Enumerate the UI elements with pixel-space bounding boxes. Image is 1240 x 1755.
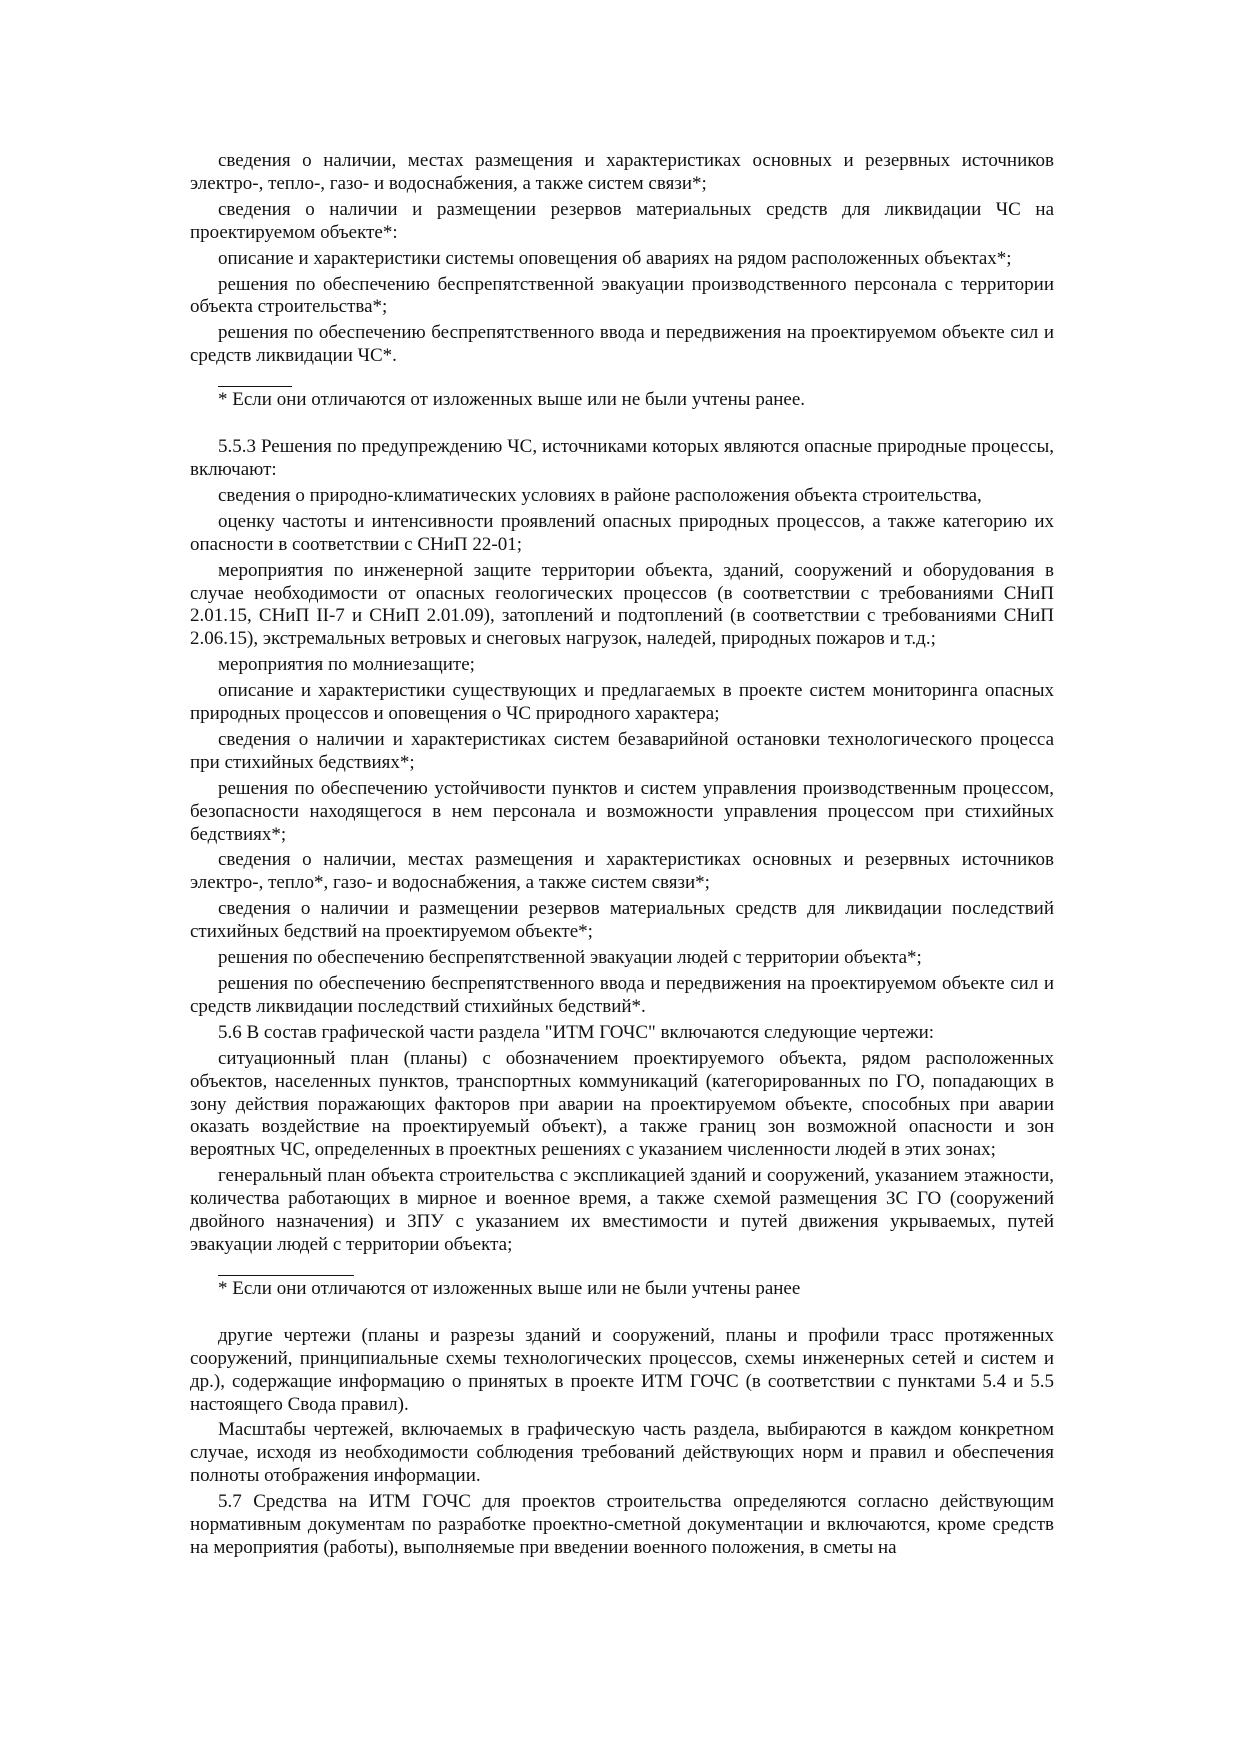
footnote: * Если они отличаются от изложенных выше или не были учтены ранее. [218, 389, 806, 411]
paragraph: сведения о наличии и характеристиках систем безаварийной остановки технологического процесса при стихийных бедствиях*; [190, 728, 1054, 773]
section-heading-5-6: 5.6 В состав графической части раздела "ИТМ ГОЧС" включаются следующие чертежи: [218, 1021, 935, 1043]
section-heading-5-7: 5.7 Средства на ИТМ ГОЧС для проектов строительства определяются согласно действующим нормативным документам по разработке проектно-сметной документации и включаются, кроме средств на мероприятия (работы), выполняемые при введении военного положения, в сметы на [190, 1491, 1054, 1558]
paragraph: сведения о наличии, местах размещения и характеристиках основных и резервных источников электро-, тепло*, газо- и водоснабжения, а также систем связи*; [190, 849, 1054, 894]
paragraph: решения по обеспечению беспрепятственного ввода и передвижения на проектируемом объекте сил и средств ликвидации последствий стихийных бедствий*. [190, 973, 1054, 1017]
footnote: * Если они отличаются от изложенных выше или не были учтены ранее [218, 1277, 801, 1299]
paragraph: мероприятия по молниезащите; [218, 654, 475, 676]
paragraph: сведения о наличии и размещении резервов материальных средств для ликвидации последствий стихийных бедствий на проектируемом объекте*; [190, 898, 1054, 943]
section-heading-5-5-3: 5.5.3 Решения по предупреждению ЧС, источниками которых являются опасные природные процессы, включают: [190, 436, 1054, 480]
paragraph: описание и характеристики системы оповещения об авариях на рядом расположенных объектах*; [218, 247, 1012, 269]
paragraph: другие чертежи (планы и разрезы зданий и сооружений, планы и профили трасс протяженных сооружений, принципиальные схемы технологических процессов, схемы инженерных сетей и систем и др.), содержащие информацию о принятых в проекте ИТМ ГОЧС (в соответствии с пунктами 5.4 и 5.5 настоящего Свода правил). [190, 1324, 1054, 1415]
spacer [190, 1301, 1054, 1325]
footnote-divider [218, 1260, 1054, 1278]
document-page [190, 150, 1054, 1563]
paragraph: описание и характеристики существующих и предлагаемых в проекте систем мониторинга опасных природных процессов и оповещения о ЧС природного характера; [190, 680, 1054, 725]
paragraph: решения по обеспечению беспрепятственной эвакуации людей с территории объекта*; [218, 947, 922, 969]
paragraph: оценку частоты и интенсивности проявлений опасных природных процессов, а также категорию их опасности в соответствии с СНиП 22-01; [190, 510, 1054, 555]
spacer [190, 412, 1054, 436]
paragraph: мероприятия по инженерной защите территории объекта, зданий, сооружений и оборудования в случае необходимости от опасных геологических процессов (в соответствии с требованиями СНиП 2.01.15, СНиП II-7 и СНиП 2.01.09), затоплений и подтоплений (в соответствии с требованиями СНиП 2.06.15), экстремальных ветровых и снеговых нагрузок, наледей, природных пожаров и т.д.; [190, 559, 1054, 650]
paragraph: ситуационный план (планы) с обозначением проектируемого объекта, рядом расположенных объектов, населенных пунктов, транспортных коммуникаций (категорированных по ГО, попадающих в зону действия поражающих факторов при аварии на проектируемом объекте, способных при аварии оказать воздействие на проектируемый объект), а также границ зон возможной опасности и зон вероятных ЧС, определенных в проектных решениях с указанием численности людей в этих зонах; [190, 1047, 1054, 1161]
paragraph: генеральный план объекта строительства с экспликацией зданий и сооружений, указанием этажности, количества работающих в мирное и военное время, а также схемой размещения ЗС ГО (сооружений двойного назначения) и ЗПУ с указанием их вместимости и путей движения укрываемых, путей эвакуации людей с территории объекта; [190, 1165, 1054, 1255]
paragraph: решения по обеспечению беспрепятственной эвакуации производственного персонала с территории объекта строительства*; [190, 273, 1054, 318]
paragraph: решения по обеспечению беспрепятственного ввода и передвижения на проектируемом объекте сил и средств ликвидации ЧС*. [190, 322, 1054, 367]
paragraph: Масштабы чертежей, включаемых в графическую часть раздела, выбираются в каждом конкретном случае, исходя из необходимости соблюдения требований действующих норм и правил и обеспечения полноты отображения информации. [190, 1419, 1054, 1487]
paragraph: решения по обеспечению устойчивости пунктов и систем управления производственным процессом, безопасности находящегося в нем персонала и возможности управления процессом при стихийных бедствиях*; [190, 777, 1054, 845]
footnote-divider [218, 371, 1054, 389]
paragraph: сведения о природно-климатических условиях в районе расположения объекта строительства, [218, 484, 982, 506]
paragraph: сведения о наличии и размещении резервов материальных средств для ликвидации ЧС на проектируемом объекте*: [190, 198, 1054, 243]
paragraph: сведения о наличии, местах размещения и характеристиках основных и резервных источников электро-, тепло-, газо- и водоснабжения, а также систем связи*; [190, 150, 1054, 194]
